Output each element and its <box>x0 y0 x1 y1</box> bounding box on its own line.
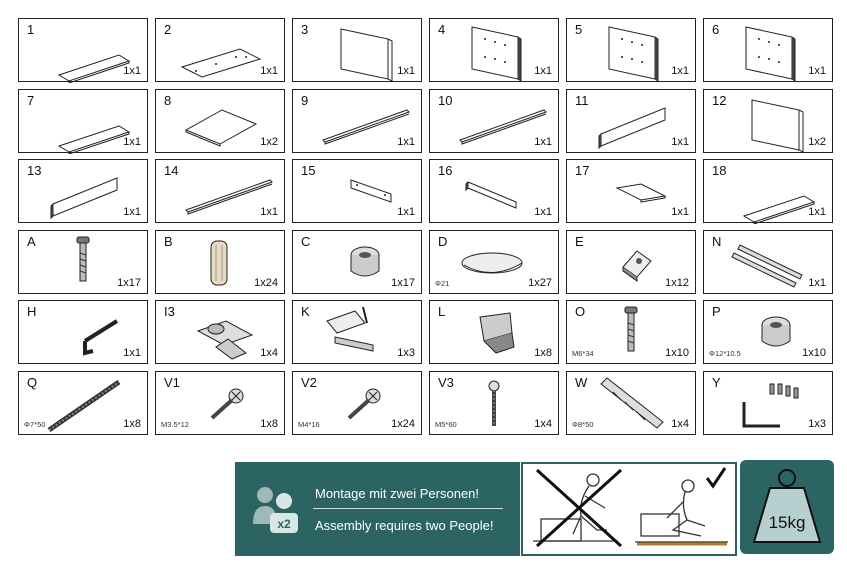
part-cell-n <box>703 230 833 294</box>
part-label: 15 <box>301 163 316 178</box>
part-cell-v3 <box>429 371 559 435</box>
part-label: W <box>575 374 588 390</box>
part-cell-o <box>566 300 696 364</box>
part-label: 7 <box>27 92 35 108</box>
part-label: 16 <box>438 163 453 178</box>
part-label: 13 <box>27 163 42 178</box>
part-quantity: 1x1 <box>808 65 826 77</box>
part-cell-2 <box>155 18 285 82</box>
part-quantity: 1x12 <box>665 276 689 289</box>
part-label: 9 <box>301 92 309 108</box>
part-cell-d <box>429 230 559 294</box>
part-cell-7 <box>18 89 148 153</box>
part-quantity: 1x1 <box>397 135 415 148</box>
part-label: 1 <box>27 22 35 37</box>
part-label: 2 <box>164 22 172 37</box>
part-spec: M4*16 <box>298 419 320 429</box>
part-label: H <box>27 304 37 319</box>
part-quantity: 1x8 <box>260 417 278 430</box>
part-label: 18 <box>712 163 727 178</box>
people-count-badge: x2 <box>277 517 291 531</box>
part-label: 8 <box>164 92 172 108</box>
correct-person-figure <box>635 480 728 544</box>
part-quantity: 1x8 <box>534 347 552 359</box>
part-label: P <box>712 304 721 319</box>
notice-line-english: Assembly requires two People! <box>315 518 494 533</box>
part-quantity: 1x1 <box>123 135 141 148</box>
part-label: 6 <box>712 22 720 37</box>
part-quantity: 1x1 <box>123 206 141 218</box>
part-cell-18 <box>703 159 833 223</box>
part-label: K <box>301 304 310 319</box>
part-label: 12 <box>712 92 727 108</box>
one-vs-two-person-illustration <box>523 464 735 554</box>
part-cell-c <box>292 230 422 294</box>
part-cell-9 <box>292 89 422 153</box>
part-quantity: 1x1 <box>671 65 689 77</box>
part-cell-4 <box>429 18 559 82</box>
part-label: 11 <box>575 92 589 108</box>
part-label: Y <box>712 374 721 390</box>
part-cell-p <box>703 300 833 364</box>
part-quantity: 1x1 <box>260 206 278 218</box>
part-cell-5 <box>566 18 696 82</box>
part-spec: Φ8*50 <box>572 419 594 429</box>
part-cell-q <box>18 371 148 435</box>
part-spec: Φ12*10.5 <box>709 349 741 358</box>
check-mark-icon <box>707 468 725 486</box>
part-quantity: 1x1 <box>397 206 415 218</box>
part-quantity: 1x1 <box>671 206 689 218</box>
part-cell-11 <box>566 89 696 153</box>
part-label: C <box>301 233 311 249</box>
part-cell-b <box>155 230 285 294</box>
part-quantity: 1x2 <box>260 135 278 148</box>
part-cell-l <box>429 300 559 364</box>
part-label: 4 <box>438 22 446 37</box>
part-cell-a <box>18 230 148 294</box>
part-quantity: 1x10 <box>665 347 689 359</box>
part-label: 14 <box>164 163 179 178</box>
part-cell-v1 <box>155 371 285 435</box>
part-label: V3 <box>438 374 454 390</box>
part-quantity: 1x1 <box>534 206 552 218</box>
part-cell-v2 <box>292 371 422 435</box>
part-quantity: 1x1 <box>260 65 278 77</box>
part-label: A <box>27 233 36 249</box>
part-label: D <box>438 233 448 249</box>
part-label: N <box>712 233 722 249</box>
part-quantity: 1x1 <box>808 276 826 289</box>
two-people-icon <box>251 484 301 536</box>
part-cell-e <box>566 230 696 294</box>
part-cell-14 <box>155 159 285 223</box>
part-quantity: 1x24 <box>254 276 278 289</box>
part-cell-16 <box>429 159 559 223</box>
part-label: B <box>164 233 173 249</box>
part-cell-8 <box>155 89 285 153</box>
part-quantity: 1x17 <box>391 276 415 289</box>
part-spec: Φ7*50 <box>24 419 46 429</box>
part-spec: M5*60 <box>435 419 457 429</box>
part-quantity: 1x17 <box>117 276 141 289</box>
cross-mark-icon <box>537 470 621 546</box>
part-quantity: 1x1 <box>671 135 689 148</box>
part-label: 5 <box>575 22 583 37</box>
part-quantity: 1x1 <box>534 65 552 77</box>
part-label: Q <box>27 374 38 390</box>
part-quantity: 1x1 <box>808 206 826 218</box>
part-quantity: 1x4 <box>671 417 689 430</box>
part-quantity: 1x10 <box>802 347 826 359</box>
part-label: 10 <box>438 92 453 108</box>
part-quantity: 1x2 <box>808 135 826 148</box>
part-cell-y <box>703 371 833 435</box>
part-quantity: 1x4 <box>534 417 552 430</box>
part-cell-3 <box>292 18 422 82</box>
part-label: L <box>438 304 446 319</box>
part-quantity: 1x8 <box>123 417 141 430</box>
part-quantity: 1x3 <box>808 417 826 430</box>
part-cell-10 <box>429 89 559 153</box>
part-cell-13 <box>18 159 148 223</box>
part-label: I3 <box>164 304 175 319</box>
notice-divider <box>313 508 503 509</box>
part-cell-k <box>292 300 422 364</box>
part-quantity: 1x27 <box>528 276 552 289</box>
part-spec: M3.5*12 <box>161 419 189 429</box>
two-person-notice <box>235 462 520 556</box>
part-cell-15 <box>292 159 422 223</box>
part-quantity: 1x24 <box>391 417 415 430</box>
part-cell-h <box>18 300 148 364</box>
part-cell-12 <box>703 89 833 153</box>
part-label: O <box>575 304 586 319</box>
weight-badge <box>740 460 834 554</box>
part-label: V2 <box>301 374 317 390</box>
part-label: 17 <box>575 163 590 178</box>
part-label: 3 <box>301 22 309 37</box>
notice-line-german: Montage mit zwei Personen! <box>315 486 480 501</box>
part-cell-1 <box>18 18 148 82</box>
weight-label: 15kg <box>768 513 806 532</box>
part-cell-w <box>566 371 696 435</box>
part-cell-17 <box>566 159 696 223</box>
part-quantity: 1x1 <box>123 347 141 359</box>
part-quantity: 1x1 <box>397 65 415 77</box>
part-quantity: 1x3 <box>397 347 415 359</box>
part-quantity: 1x1 <box>534 135 552 148</box>
part-label: V1 <box>164 374 180 390</box>
part-label: E <box>575 233 584 249</box>
weight-icon <box>740 460 834 554</box>
part-cell-i3 <box>155 300 285 364</box>
part-spec: M6*34 <box>572 349 594 358</box>
assembly-pictograms <box>521 462 737 556</box>
part-quantity: 1x4 <box>260 347 278 359</box>
part-spec: Φ21 <box>435 278 450 288</box>
part-quantity: 1x1 <box>123 65 141 77</box>
part-cell-6 <box>703 18 833 82</box>
